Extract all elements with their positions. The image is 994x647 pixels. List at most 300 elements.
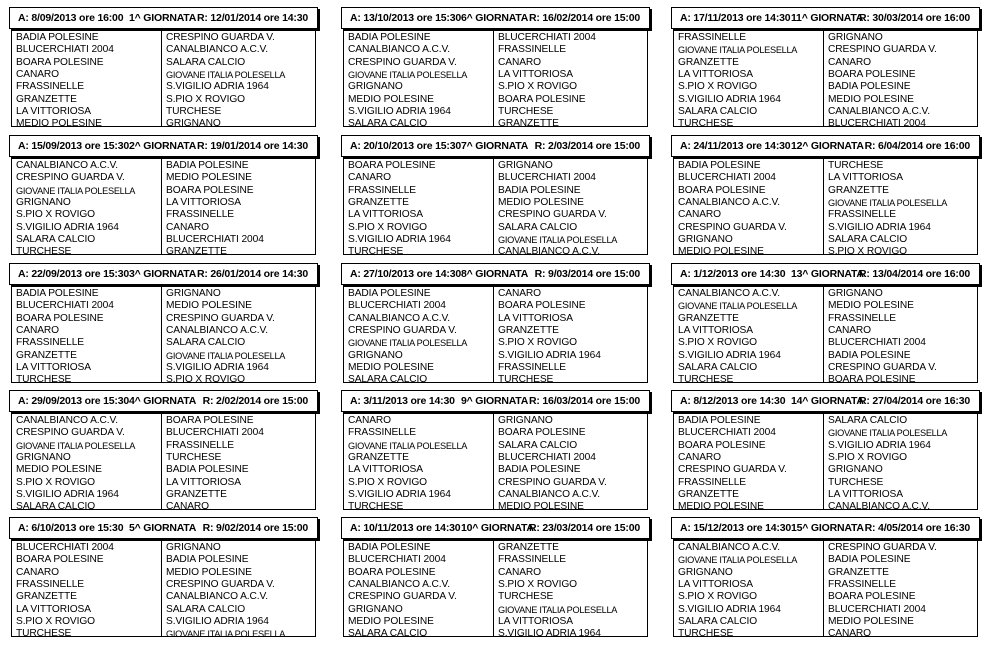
away-team: CANALBIANCO A.C.V.	[828, 501, 930, 513]
column-divider	[823, 412, 824, 509]
round-box	[673, 137, 978, 258]
home-team: CANARO	[16, 566, 59, 578]
round-box	[343, 392, 648, 513]
away-team: GRIGNANO	[166, 542, 221, 553]
away-team: BLUCERCHIATI 2004	[828, 603, 926, 615]
round-header	[671, 263, 980, 285]
home-team: CRESPINO GUARDA V.	[16, 427, 125, 439]
away-team: GIOVANE ITALIA POLESELLA	[828, 197, 948, 208]
home-team: CANALBIANCO A.C.V.	[348, 312, 450, 324]
home-team: BLUCERCHIATI 2004	[348, 554, 446, 566]
home-team: GRIGNANO	[16, 451, 71, 463]
round-title: 4^ GIORNATA	[129, 395, 197, 407]
away-team: BADIA POLESINE	[166, 464, 249, 476]
home-team: SALARA CALCIO	[348, 628, 428, 640]
home-team: MEDIO POLESINE	[16, 464, 102, 476]
column-divider	[161, 412, 162, 509]
ritorno-date: R: 23/03/2014 ore 15:00	[529, 522, 640, 534]
andata-date: A: 17/11/2013 ore 14:30	[680, 12, 791, 24]
home-team: CRESPINO GUARDA V.	[348, 324, 457, 336]
round-title: 2^ GIORNATA	[129, 140, 197, 152]
home-team: MEDIO POLESINE	[678, 501, 764, 513]
away-team: CRESPINO GUARDA V.	[498, 476, 607, 488]
home-team: SALARA CALCIO	[678, 105, 758, 117]
away-team: GRANZETTE	[498, 324, 559, 336]
home-team: BLUCERCHIATI 2004	[16, 300, 114, 312]
column-divider	[493, 157, 494, 254]
round-title: 12^ GIORNATA	[791, 140, 864, 152]
round-title: 1^ GIORNATA	[129, 12, 197, 24]
home-team: GIOVANE ITALIA POLESELLA	[348, 69, 468, 80]
ritorno-date: R: 16/03/2014 ore 15:00	[529, 395, 640, 407]
away-team: CRESPINO GUARDA V.	[166, 578, 275, 590]
home-team: TURCHESE	[16, 628, 72, 640]
away-team: MEDIO POLESINE	[166, 566, 252, 578]
away-team: BLUCERCHIATI 2004	[498, 32, 596, 43]
andata-date: A: 8/09/2013 ore 16:00	[18, 12, 124, 24]
away-team: GIOVANE ITALIA POLESELLA	[166, 629, 286, 640]
column-divider	[161, 285, 162, 382]
home-team: CRESPINO GUARDA V.	[678, 464, 787, 476]
round-box	[673, 265, 978, 386]
home-team: BLUCERCHIATI 2004	[16, 542, 114, 553]
andata-date: A: 24/11/2013 ore 14:30	[680, 140, 791, 152]
home-team: S.PIO X ROVIGO	[678, 591, 757, 603]
andata-date: A: 3/11/2013 ore 14:30	[350, 395, 455, 407]
round-title: 9^ GIORNATA	[461, 395, 529, 407]
round-header	[671, 135, 980, 157]
home-team: SALARA CALCIO	[348, 374, 428, 386]
away-team: BADIA POLESINE	[498, 184, 581, 196]
home-team: LA VITTORIOSA	[678, 324, 753, 336]
home-team: GRIGNANO	[348, 603, 403, 615]
away-team: CANALBIANCO A.C.V.	[828, 105, 930, 117]
away-team: BADIA POLESINE	[828, 349, 911, 361]
away-team: CRESPINO GUARDA V.	[828, 361, 937, 373]
round-box	[673, 519, 978, 640]
home-team: GRIGNANO	[348, 81, 403, 93]
home-team: MEDIO POLESINE	[16, 118, 102, 130]
away-team: S.VIGILIO ADRIA 1964	[166, 81, 269, 93]
home-team: CANARO	[16, 68, 59, 80]
away-team: CANALBIANCO A.C.V.	[166, 44, 268, 56]
home-team: BADIA POLESINE	[348, 32, 431, 43]
column-divider	[493, 285, 494, 382]
home-team: CANALBIANCO A.C.V.	[16, 415, 118, 426]
away-team: S.VIGILIO ADRIA 1964	[498, 628, 601, 640]
away-team: TURCHESE	[498, 591, 554, 603]
home-team: FRASSINELLE	[16, 337, 84, 349]
away-team: SALARA CALCIO	[166, 603, 246, 615]
home-team: SALARA CALCIO	[348, 118, 428, 130]
home-team: FRASSINELLE	[16, 81, 84, 93]
andata-date: A: 13/10/2013 ore 15:30	[350, 12, 461, 24]
home-team: BOARA POLESINE	[678, 439, 766, 451]
column-divider	[493, 412, 494, 509]
home-team: BADIA POLESINE	[678, 160, 761, 171]
round-header	[341, 263, 650, 285]
away-team: S.VIGILIO ADRIA 1964	[166, 361, 269, 373]
away-team: SALARA CALCIO	[166, 56, 246, 68]
away-team: GRANZETTE	[828, 566, 889, 578]
round-header	[341, 7, 650, 29]
away-team: CRESPINO GUARDA V.	[498, 209, 607, 221]
home-team: CRESPINO GUARDA V.	[348, 56, 457, 68]
away-team: FRASSINELLE	[828, 312, 896, 324]
away-team: S.PIO X ROVIGO	[498, 337, 577, 349]
round-header	[671, 390, 980, 412]
column-divider	[823, 285, 824, 382]
round-header	[9, 390, 318, 412]
home-team: TURCHESE	[678, 628, 734, 640]
column-divider	[161, 157, 162, 254]
away-team: BLUCERCHIATI 2004	[166, 233, 264, 245]
home-team: MEDIO POLESINE	[348, 615, 434, 627]
home-team: SALARA CALCIO	[16, 233, 96, 245]
round-box	[673, 9, 978, 130]
away-team: SALARA CALCIO	[828, 415, 908, 426]
away-team: CANARO	[828, 56, 871, 68]
away-team: MEDIO POLESINE	[498, 196, 584, 208]
away-team: SALARA CALCIO	[498, 221, 578, 233]
round-header	[341, 390, 650, 412]
away-team: FRASSINELLE	[498, 361, 566, 373]
away-team: BLUCERCHIATI 2004	[498, 172, 596, 184]
away-team: FRASSINELLE	[498, 44, 566, 56]
home-team: GIOVANE ITALIA POLESELLA	[678, 301, 798, 312]
home-team: BLUCERCHIATI 2004	[678, 427, 776, 439]
away-team: CRESPINO GUARDA V.	[166, 312, 275, 324]
away-team: MEDIO POLESINE	[828, 615, 914, 627]
away-team: BOARA POLESINE	[498, 93, 586, 105]
home-team: GRANZETTE	[16, 349, 77, 361]
round-header	[671, 7, 980, 29]
ritorno-date: R: 30/03/2014 ore 16:00	[859, 12, 970, 24]
round-header	[341, 517, 650, 539]
away-team: GRANZETTE	[498, 118, 559, 130]
away-team: GRANZETTE	[498, 542, 559, 553]
home-team: S.PIO X ROVIGO	[16, 209, 95, 221]
home-team: S.VIGILIO ADRIA 1964	[678, 349, 781, 361]
home-team: TURCHESE	[348, 246, 404, 258]
home-team: S.PIO X ROVIGO	[348, 476, 427, 488]
home-team: S.VIGILIO ADRIA 1964	[16, 221, 119, 233]
away-team: FRASSINELLE	[166, 209, 234, 221]
home-team: TURCHESE	[16, 246, 72, 258]
home-team: GRANZETTE	[678, 488, 739, 500]
away-team: TURCHESE	[828, 476, 884, 488]
round-box	[11, 519, 316, 640]
home-team: FRASSINELLE	[348, 184, 416, 196]
column-divider	[823, 539, 824, 636]
andata-date: A: 1/12/2013 ore 14:30	[680, 268, 786, 280]
round-box	[673, 392, 978, 513]
away-team: MEDIO POLESINE	[166, 300, 252, 312]
home-team: CANALBIANCO A.C.V.	[678, 196, 780, 208]
home-team: CANARO	[678, 209, 721, 221]
away-team: BOARA POLESINE	[498, 427, 586, 439]
round-header	[9, 263, 318, 285]
round-box	[343, 137, 648, 258]
home-team: FRASSINELLE	[678, 32, 746, 43]
home-team: S.VIGILIO ADRIA 1964	[348, 105, 451, 117]
round-header	[341, 135, 650, 157]
round-title: 13^ GIORNATA	[791, 268, 864, 280]
home-team: BOARA POLESINE	[348, 160, 436, 171]
home-team: CANALBIANCO A.C.V.	[348, 44, 450, 56]
away-team: BADIA POLESINE	[166, 554, 249, 566]
andata-date: A: 22/09/2013 ore 15:30	[18, 268, 129, 280]
home-team: FRASSINELLE	[348, 427, 416, 439]
round-box	[11, 9, 316, 130]
home-team: GIOVANE ITALIA POLESELLA	[678, 45, 798, 56]
home-team: CANALBIANCO A.C.V.	[678, 542, 780, 553]
away-team: GRANZETTE	[828, 184, 889, 196]
away-team: TURCHESE	[498, 105, 554, 117]
away-team: MEDIO POLESINE	[498, 501, 584, 513]
away-team: TURCHESE	[166, 105, 222, 117]
home-team: GIOVANE ITALIA POLESELLA	[348, 440, 468, 451]
home-team: S.PIO X ROVIGO	[348, 221, 427, 233]
ritorno-date: R: 16/02/2014 ore 15:00	[529, 12, 640, 24]
away-team: GIOVANE ITALIA POLESELLA	[498, 234, 618, 245]
away-team: CANALBIANCO A.C.V.	[166, 591, 268, 603]
home-team: GRANZETTE	[16, 591, 77, 603]
home-team: LA VITTORIOSA	[16, 105, 91, 117]
ritorno-date: R: 6/04/2014 ore 16:00	[864, 140, 970, 152]
away-team: GRIGNANO	[828, 464, 883, 476]
home-team: CRESPINO GUARDA V.	[678, 221, 787, 233]
away-team: CANARO	[166, 221, 209, 233]
away-team: CRESPINO GUARDA V.	[828, 44, 937, 56]
home-team: LA VITTORIOSA	[16, 603, 91, 615]
away-team: GRIGNANO	[828, 288, 883, 299]
away-team: MEDIO POLESINE	[828, 93, 914, 105]
home-team: BLUCERCHIATI 2004	[16, 44, 114, 56]
away-team: BOARA POLESINE	[166, 184, 254, 196]
home-team: GRANZETTE	[16, 93, 77, 105]
home-team: S.PIO X ROVIGO	[16, 615, 95, 627]
home-team: S.VIGILIO ADRIA 1964	[678, 93, 781, 105]
away-team: S.PIO X ROVIGO	[828, 451, 907, 463]
home-team: BOARA POLESINE	[16, 56, 104, 68]
home-team: TURCHESE	[348, 501, 404, 513]
home-team: SALARA CALCIO	[678, 615, 758, 627]
andata-date: A: 10/11/2013 ore 14:30	[350, 522, 461, 534]
home-team: BADIA POLESINE	[348, 288, 431, 299]
away-team: FRASSINELLE	[166, 439, 234, 451]
away-team: CANARO	[498, 566, 541, 578]
column-divider	[161, 539, 162, 636]
ritorno-date: R: 13/04/2014 ore 16:00	[859, 268, 970, 280]
round-box	[343, 9, 648, 130]
round-title: 5^ GIORNATA	[129, 522, 197, 534]
home-team: SALARA CALCIO	[16, 501, 96, 513]
away-team: MEDIO POLESINE	[828, 300, 914, 312]
away-team: BOARA POLESINE	[828, 68, 916, 80]
round-title: 14^ GIORNATA	[791, 395, 864, 407]
home-team: BADIA POLESINE	[16, 288, 99, 299]
home-team: GRIGNANO	[348, 349, 403, 361]
away-team: LA VITTORIOSA	[828, 172, 903, 184]
away-team: MEDIO POLESINE	[166, 172, 252, 184]
home-team: GIOVANE ITALIA POLESELLA	[348, 338, 468, 349]
round-title: 8^ GIORNATA	[461, 268, 529, 280]
home-team: MEDIO POLESINE	[348, 361, 434, 373]
away-team: BLUCERCHIATI 2004	[498, 451, 596, 463]
home-team: BOARA POLESINE	[16, 554, 104, 566]
round-header	[671, 517, 980, 539]
home-team: S.PIO X ROVIGO	[16, 476, 95, 488]
home-team: GRANZETTE	[348, 451, 409, 463]
home-team: S.VIGILIO ADRIA 1964	[348, 233, 451, 245]
away-team: TURCHESE	[166, 451, 222, 463]
round-title: 10^ GIORNATA	[461, 522, 534, 534]
away-team: CANALBIANCO A.C.V.	[498, 488, 600, 500]
home-team: MEDIO POLESINE	[348, 93, 434, 105]
away-team: LA VITTORIOSA	[166, 196, 241, 208]
away-team: CANARO	[166, 501, 209, 513]
away-team: GIOVANE ITALIA POLESELLA	[166, 350, 286, 361]
away-team: S.PIO X ROVIGO	[498, 578, 577, 590]
home-team: CRESPINO GUARDA V.	[348, 591, 457, 603]
column-divider	[493, 539, 494, 636]
away-team: FRASSINELLE	[828, 578, 896, 590]
away-team: TURCHESE	[828, 160, 884, 171]
away-team: CRESPINO GUARDA V.	[828, 542, 937, 553]
away-team: BOARA POLESINE	[166, 415, 254, 426]
away-team: CRESPINO GUARDA V.	[166, 32, 275, 43]
ritorno-date: R: 2/02/2014 ore 15:00	[202, 395, 308, 407]
round-box	[11, 137, 316, 258]
away-team: S.PIO X ROVIGO	[166, 93, 245, 105]
andata-date: A: 8/12/2013 ore 14:30	[680, 395, 786, 407]
away-team: LA VITTORIOSA	[498, 68, 573, 80]
round-box	[343, 265, 648, 386]
home-team: CANALBIANCO A.C.V.	[16, 160, 118, 171]
round-header	[9, 7, 318, 29]
home-team: BOARA POLESINE	[16, 312, 104, 324]
home-team: CRESPINO GUARDA V.	[16, 172, 125, 184]
away-team: LA VITTORIOSA	[498, 615, 573, 627]
away-team: GRIGNANO	[828, 32, 883, 43]
away-team: S.PIO X ROVIGO	[166, 374, 245, 386]
ritorno-date: R: 9/03/2014 ore 15:00	[534, 268, 640, 280]
away-team: CANARO	[498, 56, 541, 68]
away-team: LA VITTORIOSA	[498, 312, 573, 324]
home-team: S.VIGILIO ADRIA 1964	[348, 488, 451, 500]
home-team: LA VITTORIOSA	[348, 464, 423, 476]
andata-date: A: 20/10/2013 ore 15:30	[350, 140, 461, 152]
round-title: 6^ GIORNATA	[461, 12, 529, 24]
away-team: CANALBIANCO A.C.V.	[498, 246, 600, 258]
andata-date: A: 15/12/2013 ore 14:30	[680, 522, 791, 534]
away-team: S.VIGILIO ADRIA 1964	[166, 615, 269, 627]
away-team: GRIGNANO	[166, 288, 221, 299]
away-team: SALARA CALCIO	[166, 337, 246, 349]
home-team: CANARO	[678, 451, 721, 463]
home-team: GIOVANE ITALIA POLESELLA	[16, 440, 136, 451]
away-team: CANARO	[828, 628, 871, 640]
away-team: CANARO	[828, 324, 871, 336]
away-team: GIOVANE ITALIA POLESELLA	[498, 604, 618, 615]
away-team: SALARA CALCIO	[828, 233, 908, 245]
column-divider	[823, 29, 824, 126]
away-team: BOARA POLESINE	[828, 374, 916, 386]
home-team: BLUCERCHIATI 2004	[348, 300, 446, 312]
away-team: BLUCERCHIATI 2004	[828, 118, 926, 130]
away-team: TURCHESE	[498, 374, 554, 386]
home-team: FRASSINELLE	[678, 476, 746, 488]
home-team: BADIA POLESINE	[348, 542, 431, 553]
away-team: LA VITTORIOSA	[166, 476, 241, 488]
home-team: LA VITTORIOSA	[348, 209, 423, 221]
andata-date: A: 29/09/2013 ore 15:30	[18, 395, 129, 407]
home-team: TURCHESE	[16, 374, 72, 386]
away-team: BADIA POLESINE	[828, 554, 911, 566]
away-team: S.PIO X ROVIGO	[498, 81, 577, 93]
round-title: 7^ GIORNATA	[461, 140, 529, 152]
round-box	[11, 392, 316, 513]
away-team: CANALBIANCO A.C.V.	[166, 324, 268, 336]
away-team: BOARA POLESINE	[498, 300, 586, 312]
away-team: GIOVANE ITALIA POLESELLA	[166, 69, 286, 80]
andata-date: A: 6/10/2013 ore 15:30	[18, 522, 124, 534]
ritorno-date: R: 27/04/2014 ore 16:30	[859, 395, 970, 407]
round-title: 15^ GIORNATA	[791, 522, 864, 534]
home-team: S.PIO X ROVIGO	[678, 337, 757, 349]
round-header	[9, 517, 318, 539]
home-team: GIOVANE ITALIA POLESELLA	[678, 555, 798, 566]
away-team: BADIA POLESINE	[498, 464, 581, 476]
round-box	[11, 265, 316, 386]
home-team: MEDIO POLESINE	[678, 246, 764, 258]
away-team: CANARO	[498, 288, 541, 299]
away-team: S.VIGILIO ADRIA 1964	[498, 349, 601, 361]
home-team: GRIGNANO	[678, 233, 733, 245]
home-team: GRIGNANO	[678, 566, 733, 578]
round-title: 11^ GIORNATA	[791, 12, 864, 24]
home-team: LA VITTORIOSA	[16, 361, 91, 373]
home-team: CANALBIANCO A.C.V.	[678, 288, 780, 299]
away-team: GRANZETTE	[166, 246, 227, 258]
round-header	[9, 135, 318, 157]
home-team: GRANZETTE	[678, 312, 739, 324]
ritorno-date: R: 4/05/2014 ore 16:30	[864, 522, 970, 534]
away-team: S.VIGILIO ADRIA 1964	[828, 439, 931, 451]
home-team: GRANZETTE	[348, 196, 409, 208]
away-team: SALARA CALCIO	[498, 439, 578, 451]
home-team: TURCHESE	[678, 118, 734, 130]
andata-date: A: 27/10/2013 ore 14:30	[350, 268, 461, 280]
column-divider	[493, 29, 494, 126]
round-title: 3^ GIORNATA	[129, 268, 197, 280]
home-team: SALARA CALCIO	[678, 361, 758, 373]
home-team: CANARO	[348, 415, 391, 426]
column-divider	[161, 29, 162, 126]
away-team: BLUCERCHIATI 2004	[828, 337, 926, 349]
home-team: BADIA POLESINE	[16, 32, 99, 43]
home-team: GRIGNANO	[16, 196, 71, 208]
home-team: LA VITTORIOSA	[678, 68, 753, 80]
away-team: BADIA POLESINE	[828, 81, 911, 93]
home-team: CANALBIANCO A.C.V.	[348, 578, 450, 590]
home-team: CANARO	[348, 172, 391, 184]
home-team: BLUCERCHIATI 2004	[678, 172, 776, 184]
away-team: FRASSINELLE	[828, 209, 896, 221]
column-divider	[823, 157, 824, 254]
home-team: S.VIGILIO ADRIA 1964	[16, 488, 119, 500]
